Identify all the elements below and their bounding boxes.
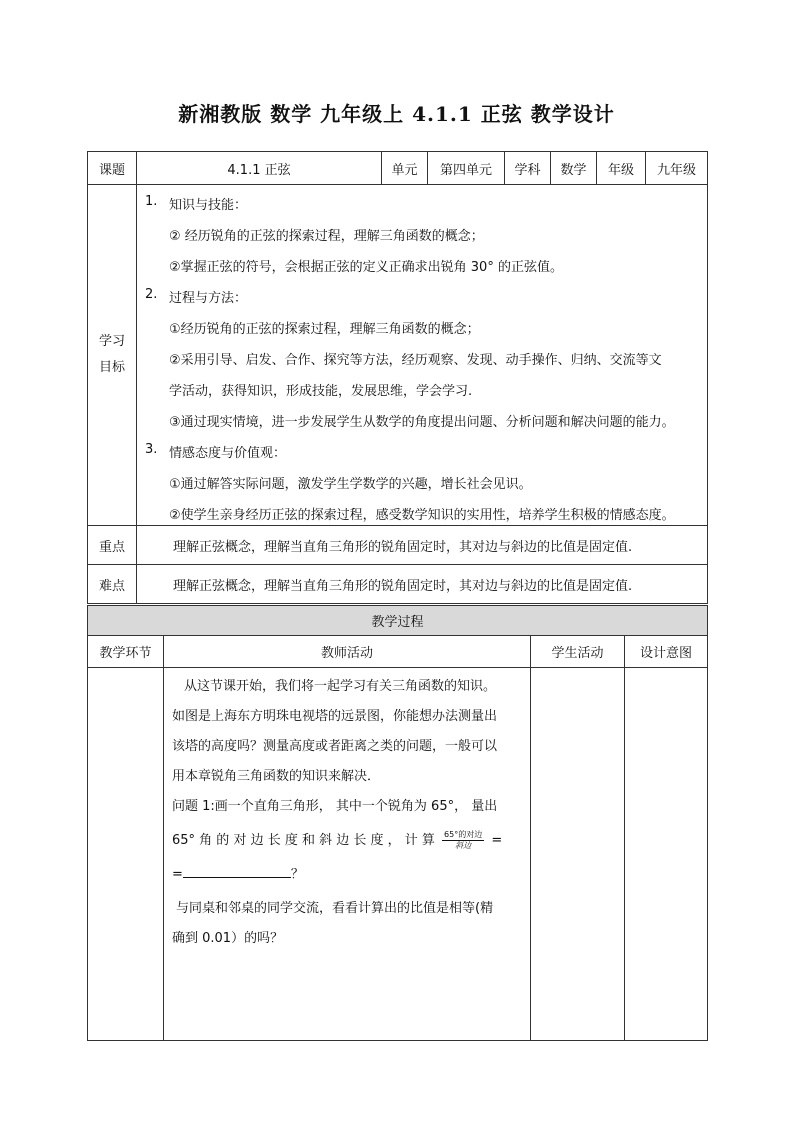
- topic-value: 4.1.1 正弦: [137, 152, 382, 185]
- objective-item: ①通过解答实际问题，激发学生学数学的兴趣，增长社会见识。: [169, 477, 532, 492]
- answer-blank: [183, 865, 291, 878]
- activity-line: 如图是上海东方明珠电视塔的远景图，你能想办法测量出: [172, 709, 498, 724]
- question-mark: ？: [290, 867, 304, 882]
- col-design-intent: 设计意图: [625, 636, 708, 668]
- col-teacher-activity: 教师活动: [164, 636, 531, 668]
- teaching-process-table: [87, 605, 708, 1041]
- objective-item: ③通过现实情境，进一步发展学生从数学的角度提出问题、分析问题和解决问题的能力。: [169, 415, 675, 430]
- equals-sign: =: [491, 833, 503, 848]
- objectives-label: [88, 185, 137, 526]
- section-title: 知识与技能：: [169, 198, 248, 213]
- activity-line: 该塔的高度吗？测量高度或者距离之类的问题，一般可以: [172, 739, 498, 754]
- subject-label: 学科: [505, 152, 551, 185]
- stage-cell: [88, 668, 164, 1041]
- grade-label: 年级: [597, 152, 646, 185]
- activity-line-blank: [172, 860, 524, 890]
- objective-item: ② 经历锐角的正弦的探索过程，理解三角函数的概念；: [169, 229, 484, 244]
- fraction: [442, 830, 484, 851]
- teacher-activity-cell: [164, 668, 531, 1041]
- activity-line: 确到 0.01）的吗？: [172, 931, 284, 946]
- objective-item: ①经历锐角的正弦的探索过程，理解三角函数的概念；: [169, 322, 480, 337]
- process-header: 教学过程: [88, 606, 708, 636]
- activity-line: 问题 1:画一个直角三角形， 其中一个锐角为 65°， 量出: [172, 799, 498, 814]
- activity-line: 从这节课开始，我们将一起学习有关三角函数的知识。: [184, 679, 497, 694]
- col-stage: 教学环节: [88, 636, 164, 668]
- section-title: 过程与方法：: [169, 291, 248, 306]
- objective-item: 学活动，获得知识，形成技能，发展思维，学会学习.: [169, 384, 473, 399]
- objectives-label-line1: 学习: [98, 334, 125, 349]
- activity-line-fraction: [172, 826, 524, 856]
- lesson-info-table: [87, 151, 708, 604]
- activity-line: 与同桌和邻桌的同学交流，看看计算出的比值是相等(精: [176, 901, 494, 916]
- fraction-denominator: 斜边: [455, 841, 472, 850]
- topic-label: 课题: [88, 152, 137, 185]
- key-point-text: 理解正弦概念，理解当直角三角形的锐角固定时，其对边与斜边的比值是固定值.: [137, 526, 708, 565]
- design-intent-cell: [625, 668, 708, 1041]
- difficulty-text: 理解正弦概念，理解当直角三角形的锐角固定时，其对边与斜边的比值是固定值.: [137, 565, 708, 604]
- section-title: 情感态度与价值观：: [169, 446, 287, 461]
- objective-item: ②掌握正弦的符号，会根据正弦的定义正确求出锐角 30° 的正弦值。: [169, 260, 563, 275]
- equals-sign: =: [172, 867, 183, 882]
- col-student-activity: 学生活动: [531, 636, 625, 668]
- subject-value: 数学: [551, 152, 597, 185]
- student-activity-cell: [531, 668, 625, 1041]
- fraction-numerator: 65°的对边: [444, 830, 483, 839]
- objectives-content: [137, 185, 708, 526]
- objective-item: ②采用引导、启发、合作、探究等方法，经历观察、发现、动手操作、归纳、交流等文: [169, 353, 662, 368]
- document-title: 新湘教版 数学 九年级上 4.1.1 正弦 教学设计: [178, 102, 615, 126]
- difficulty-label: 难点: [88, 565, 137, 604]
- objective-item: ②使学生亲身经历正弦的探索过程，感受数学知识的实用性，培养学生积极的情感态度。: [169, 508, 675, 523]
- objectives-label-line2: 目标: [98, 360, 125, 375]
- key-point-label: 重点: [88, 526, 137, 565]
- activity-line: 用本章锐角三角函数的知识来解决．: [172, 769, 381, 784]
- section-number: 1.: [145, 194, 158, 209]
- unit-label: 单元: [382, 152, 428, 185]
- activity-text: 65° 角 的 对 边 长 度 和 斜 边 长 度 ， 计 算: [172, 833, 435, 848]
- section-number: 2.: [145, 287, 158, 302]
- grade-value: 九年级: [646, 152, 708, 185]
- section-number: 3.: [145, 442, 158, 457]
- unit-value: 第四单元: [428, 152, 505, 185]
